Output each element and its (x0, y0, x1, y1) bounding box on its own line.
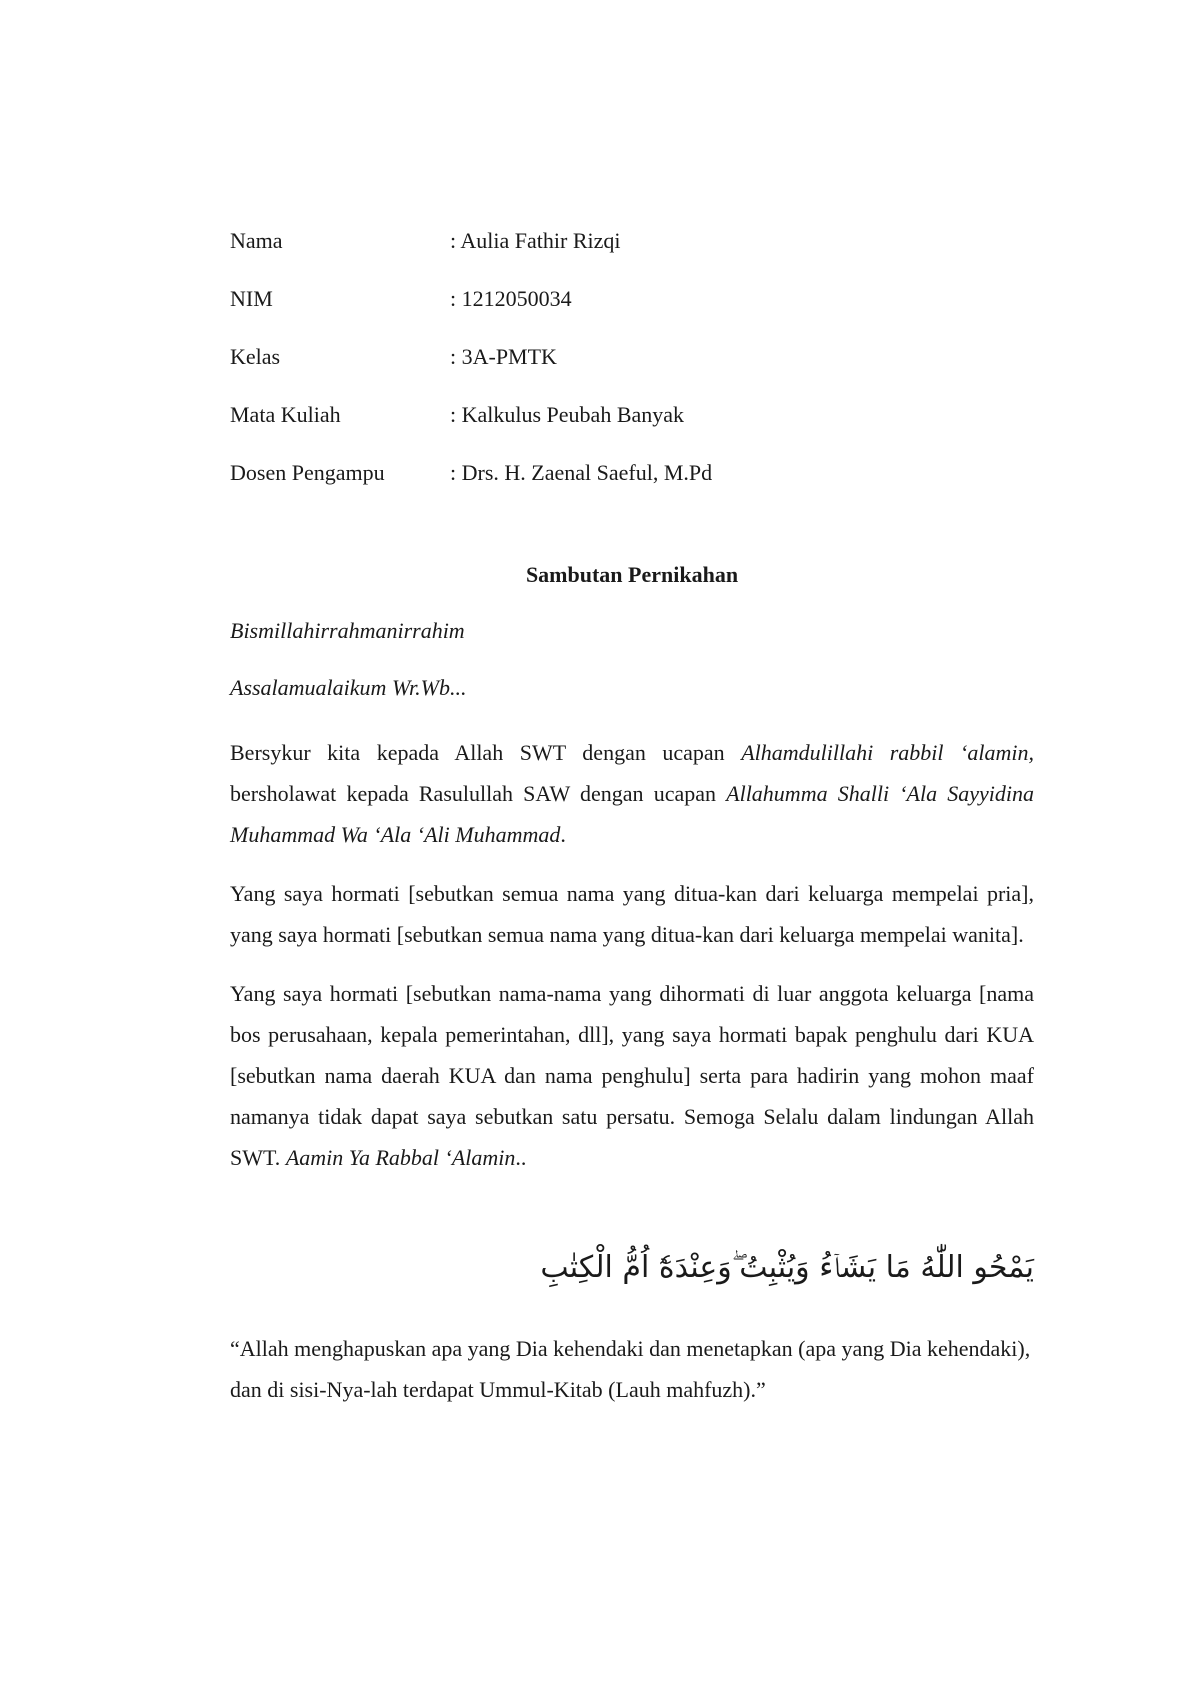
text-span: bersholawat kepada Rasulullah SAW dengan ucapan (230, 781, 727, 806)
verse-translation: “Allah menghapuskan apa yang Dia kehendaki dan menetapkan (apa yang Dia kehendaki), dan di sisi-Nya-lah terdapat Ummul-Kitab (Lauh mahfuzh).” (230, 1336, 1031, 1402)
info-value: : Kalkulus Peubah Banyak (450, 402, 685, 427)
info-row-dosen-pengampu (230, 458, 1034, 516)
info-value: : Aulia Fathir Rizqi (450, 228, 621, 253)
info-value: : 1212050034 (450, 286, 572, 311)
document-title: Sambutan Pernikahan (525, 562, 739, 587)
info-value: : 3A-PMTK (450, 344, 557, 369)
salam-line: Assalamualaikum Wr.Wb... (230, 675, 467, 700)
arabic-verse: يَمْحُو اللّٰهُ مَا يَشَاۤءُ وَيُثْبِتُ ۖوَعِنْدَهٗٓ اُمُّ الْكِتٰبِ (540, 1250, 1034, 1285)
info-row-nim (230, 284, 1034, 342)
info-label: Nama (230, 228, 283, 253)
document-content (230, 226, 1034, 1410)
info-label: Kelas (230, 344, 281, 369)
text-span: . (560, 822, 566, 847)
info-row-nama (230, 226, 1034, 284)
text-span: Yang saya hormati [sebutkan nama-nama yang dihormati di luar anggota keluarga [nama bos perusahaan, kepala pemerintahan, dll], yang saya hormati bapak penghulu dari KUA [sebutkan nama daerah KUA dan nama penghulu] serta para hadirin yang mohon maaf namanya tidak dapat saya sebutkan satu persatu. Semoga Selalu dalam lindungan Allah SWT. (230, 981, 1034, 1170)
italic-span: Allahumma Shalli ‘Ala Sayyidina Muhammad Wa ‘Ala ‘Ali Muhammad (230, 781, 1034, 847)
basmalah-line: Bismillahirrahmanirrahim (230, 618, 465, 643)
paragraph-family-honor: Yang saya hormati [sebutkan semua nama yang ditua-kan dari keluarga mempelai pria], yang saya hormati [sebutkan semua nama yang ditua-kan dari keluarga mempelai wanita]. (230, 881, 1034, 947)
italic-span: Aamin Ya Rabbal ‘Alamin (285, 1145, 516, 1170)
info-value: : Drs. H. Zaenal Saeful, M.Pd (450, 460, 713, 485)
info-label: Mata Kuliah (230, 402, 341, 427)
paragraph-guests-honor (230, 973, 1034, 1178)
paragraph-gratitude (230, 732, 1034, 855)
text-span: .. (515, 1145, 527, 1170)
italic-span: Alhamdulillahi rabbil ‘alamin, (741, 740, 1034, 765)
info-row-mata-kuliah (230, 400, 1034, 458)
info-row-kelas (230, 342, 1034, 400)
info-label: NIM (230, 286, 273, 311)
text-span: Bersykur kita kepada Allah SWT dengan ucapan (230, 740, 742, 765)
student-info-block (230, 226, 1034, 516)
info-label: Dosen Pengampu (230, 460, 385, 485)
